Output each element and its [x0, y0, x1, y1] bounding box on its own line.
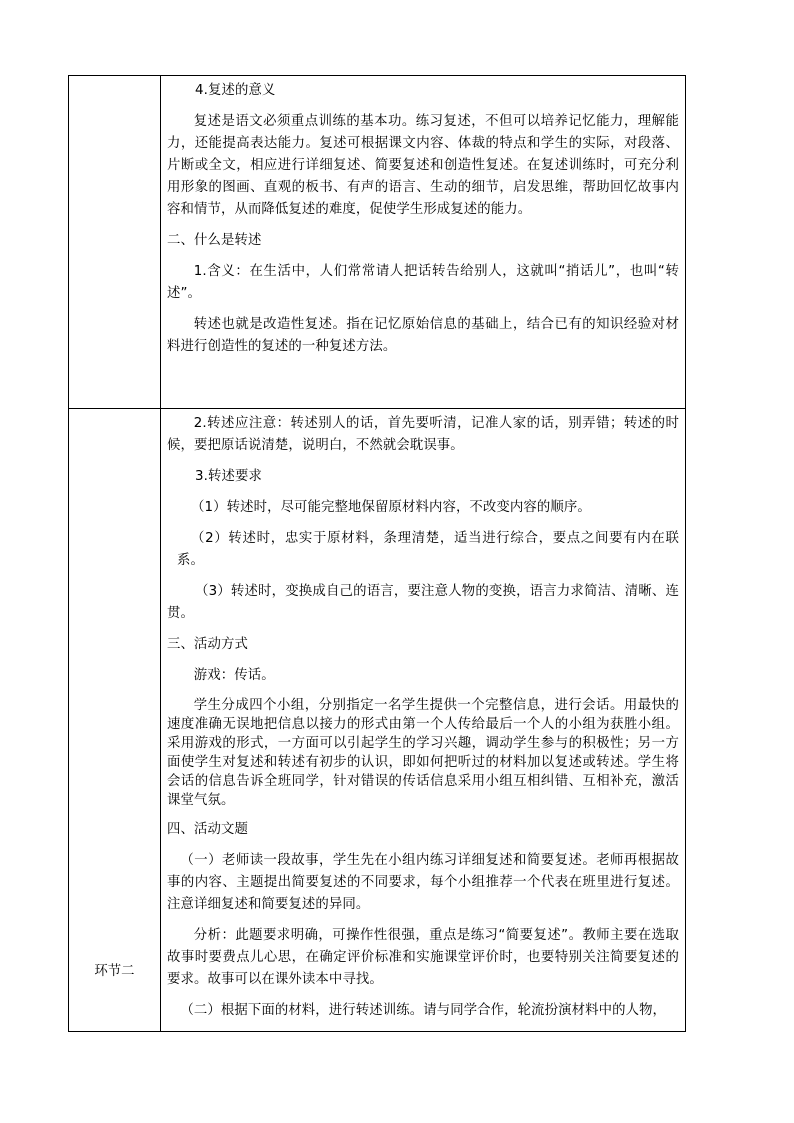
- list-item: （3）转述时，变换成自己的语言，要注意人物的变换，语言力求简洁、清晰、连贯。: [167, 584, 679, 621]
- paragraph: 游戏：传话。: [193, 668, 275, 683]
- paragraph: （二）根据下面的材料，进行转述训练。请与同学合作，轮流扮演材料中的人物，: [180, 1003, 667, 1018]
- list-item: （1）转述时，尽可能完整地保留原材料内容，不改变内容的顺序。: [191, 500, 591, 515]
- lesson-plan-table: [68, 75, 686, 1032]
- paragraph: 分析：此题要求明确，可操作性很强，重点是练习“简要复述”。教师主要在选取故事时要费点儿心思，在确定评价标准和实施课堂评价时，也要特别关注简要复述的要求。故事可以在课外读本中寻找。: [167, 928, 679, 987]
- stage-label-cell: [69, 76, 161, 409]
- list-item: （2）转述时，忠实于原材料，条理清楚，适当进行综合，要点之间要有内在联系。: [177, 531, 679, 568]
- paragraph: 1.含义：在生活中，人们常常请人把话转告给别人，这就叫“捎话儿”，也叫“转述”。: [167, 264, 679, 301]
- paragraph: 2.转述应注意：转述别人的话，首先要听清，记准人家的话，别弄错；转述的时候，要把原话说清楚，说明白，不然就会耽误事。: [167, 416, 679, 453]
- content-cell: [161, 76, 686, 409]
- subheading: 3.转述要求: [195, 469, 262, 484]
- content-cell: [161, 409, 686, 1032]
- table-row: [69, 409, 686, 1032]
- paragraph: （一）老师读一段故事，学生先在小组内练习详细复述和简要复述。老师再根据故事的内容、主题提出简要复述的不同要求，每个小组推荐一个代表在班里进行复述。注意详细复述和简要复述的异同。: [167, 853, 679, 912]
- section-heading: 三、活动方式: [167, 637, 248, 652]
- paragraph: 转述也就是改造性复述。指在记忆原始信息的基础上，结合已有的知识经验对材料进行创造性的复述的一种复述方法。: [167, 317, 679, 354]
- section-heading: 四、活动文题: [167, 822, 248, 837]
- subheading: 4.复述的意义: [195, 83, 276, 98]
- stage-label: 环节二: [94, 964, 135, 979]
- paragraph: 复述是语文必须重点训练的基本功。练习复述，不但可以培养记忆能力，理解能力，还能提高表达能力。复述可根据课文内容、体裁的特点和学生的实际，对段落、片断或全文，相应进行详细复述、简要复述和创造性复述。在复述训练时，可充分利用形象的图画、直观的板书、有声的语言、生动的细节，启发思维，帮助回忆故事内容和情节，从而降低复述的难度，促使学生形成复述的能力。: [167, 114, 679, 217]
- section-heading: 二、什么是转述: [167, 233, 262, 248]
- stage-label-cell: [69, 409, 161, 1032]
- table-row: [69, 76, 686, 409]
- paragraph: 学生分成四个小组，分别指定一名学生提供一个完整信息，进行会话。用最快的速度准确无误地把信息以接力的形式由第一个人传给最后一个人的小组为获胜小组。采用游戏的形式，一方面可以引起学生的学习兴趣，调动学生参与的积极性；另一方面使学生对复述和转述有初步的认识，即如何把听过的材料加以复述或转述。学生将会话的信息告诉全班同学，针对错误的传话信息采用小组互相纠错、互相补充，激活课堂气氛。: [167, 698, 679, 808]
